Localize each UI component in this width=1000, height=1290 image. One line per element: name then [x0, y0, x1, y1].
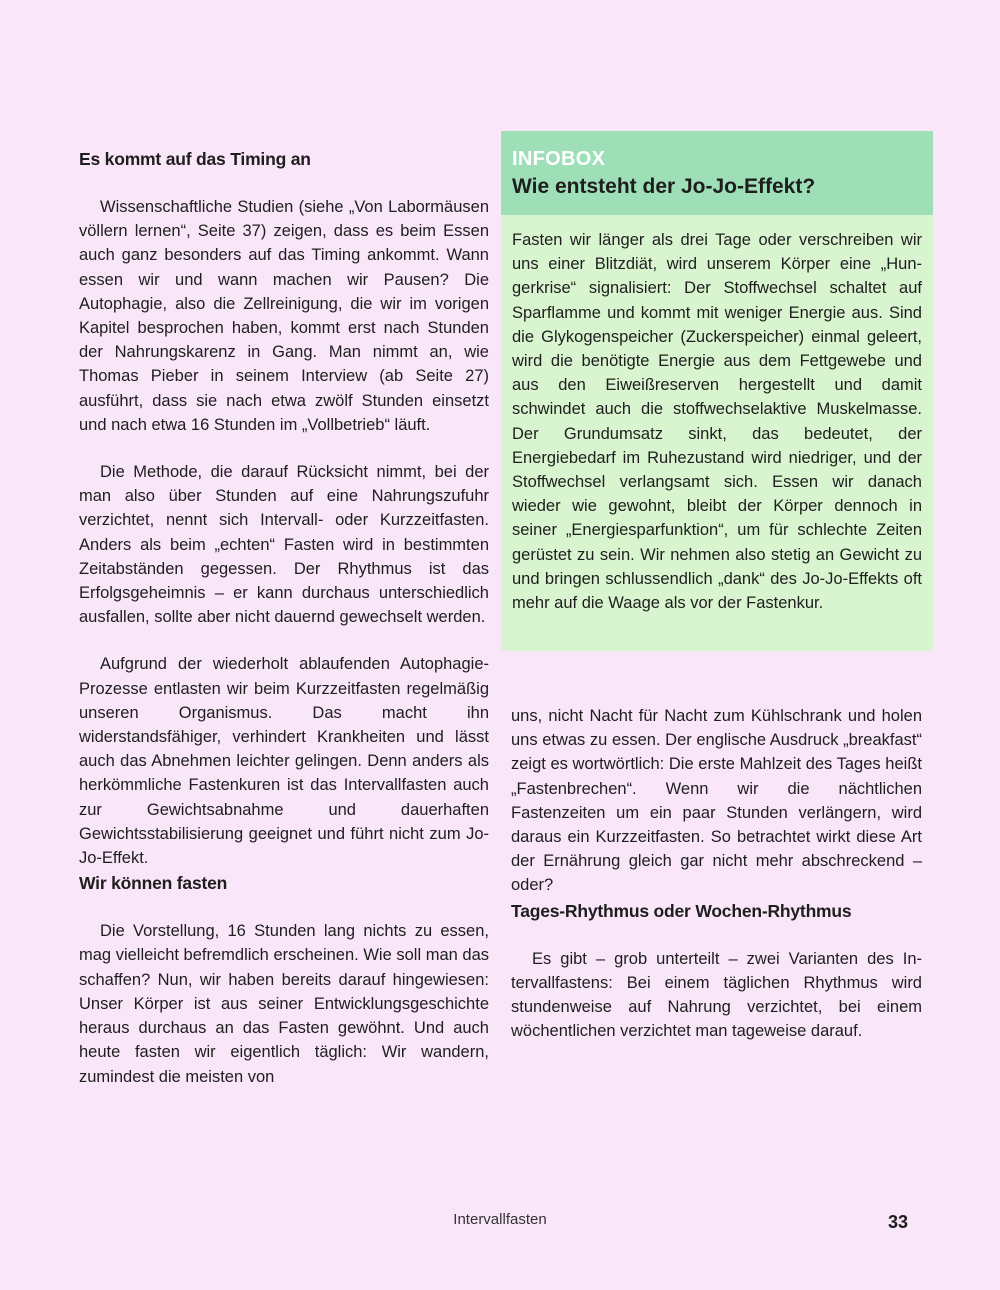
footer-title: Intervallfasten	[453, 1211, 547, 1228]
page-number: 33	[887, 1212, 908, 1232]
paragraph: uns, nicht Nacht für Nacht zum Kühlschrank und holen uns etwas zu essen. Der englische Ausdruck „breakfast“ zeigt es wortwörtlich: Die erste Mahlzeit des Tages heißt „Fastenbrechen“. Wenn wir die nächtlichen Fastenzeiten um ein paar Stunden verlängern, wird daraus ein Kurzzeitfasten. So betrachtet wirkt diese Art der Ernährung gleich gar nicht mehr abschreckend – oder?	[511, 707, 922, 895]
left-column	[79, 146, 489, 1089]
section-heading-timing: Es kommt auf das Timing an	[79, 149, 311, 169]
infobox-header	[501, 131, 933, 215]
paragraph: Wissenschaftliche Studien (siehe „Von Labormäusen völlern lernen“, Seite 37) zeigen, dass es beim Essen auch ganz besonders auf das Timing ankommt. Wann essen wir und wann machen wir Pausen? Die Autophagie, also die Zellreinigung, die wir im vorigen Kapitel besprochen haben, kommt erst nach Stunden der Nahrungskarenz in Gang. Man nimmt an, wie Thomas Pieber in seinem Interview (ab Seite 27) ausführt, dass sie nach etwa zwölf Stunden einsetzt und nach etwa 16 Stunden im „Vollbetrieb“ läuft.	[79, 198, 489, 434]
section-heading-rhythm: Tages-Rhythmus oder Wochen-Rhythmus	[511, 900, 852, 921]
paragraph: Die Methode, die darauf Rücksicht nimmt, bei der man also über Stunden auf eine Nahrungszufuhr verzichtet, nennt sich Intervall- oder Kurzzeitfasten. Anders als beim „echten“ Fasten wird in bestimmten Zeitabständen gegessen. Der Rhythmus ist das Erfolgsgeheimnis – er kann durchaus unterschiedlich ausfallen, sollte aber nicht dauernd gewechselt werden.	[79, 463, 489, 627]
infobox-label: INFOBOX	[512, 148, 606, 170]
right-column	[511, 704, 922, 1043]
paragraph: Es gibt – grob unterteilt – zwei Varianten des Intervallfastens: Bei einem täglichen Rhythmus wird stundenweise auf Nahrung verzichtet, bei einem wöchentlichen verzichtet man tageweise darauf.	[511, 949, 922, 1041]
section-heading-fasting: Wir können fasten	[79, 873, 228, 894]
infobox-title: Wie entsteht der Jo-Jo-Effekt?	[512, 175, 816, 198]
paragraph: Aufgrund der wiederholt ablaufenden Autophagie-Prozesse entlasten wir beim Kurzzeitfasten regelmäßig unseren Organismus. Das macht ihn widerstandsfähiger, verhindert Krankheiten und lässt auch das Abnehmen leichter gelingen. Denn anders als herkömmliche Fastenkuren ist das Intervallfasten auch zur Gewichtsabnahme und dauerhaften Gewichtsstabilisierung geeignet und führt nicht zum Jo-Jo-Effekt.	[79, 655, 489, 868]
infobox-body: Fasten wir länger als drei Tage oder verschreiben wir uns einer Blitzdiät, wird unserem Körper eine „Hungerkrise“ signalisiert: Der Stoffwechsel schaltet auf Sparflamme und kommt mit weniger Energie aus. Sind die Glykogenspeicher (Zuckerspeicher) einmal geleert, wird die benötigte Energie aus dem Fettgewebe und aus den Eiweißreserven hergestellt und damit schwindet auch die stoffwechselaktive Muskelmasse. Der Grundumsatz sinkt, das bedeutet, der Energiebedarf im Ruhezustand wird niedriger, und der Stoffwechsel verlangsamt sich. Essen wir danach wieder wie gewohnt, bleibt der Körper dennoch in seiner „Energiesparfunktion“, um für schlechte Zeiten gerüstet zu sein. Wir nehmen also stetig an Gewicht zu und bringen schlussendlich „dank“ des Jo-Jo-Effekts oft mehr auf die Waage als vor der Fastenkur.	[512, 231, 922, 613]
paragraph: Die Vorstellung, 16 Stunden lang nichts zu essen, mag vielleicht befremdlich erscheinen. Wie soll man das schaffen? Nun, wir haben bereits darauf hingewiesen: Unser Körper ist aus seiner Entwicklungsgeschichte heraus durchaus an das Fasten gewöhnt. Und auch heute fasten wir eigentlich täglich: Wir wandern, zumindest die meisten von	[79, 922, 489, 1086]
infobox	[501, 131, 933, 651]
